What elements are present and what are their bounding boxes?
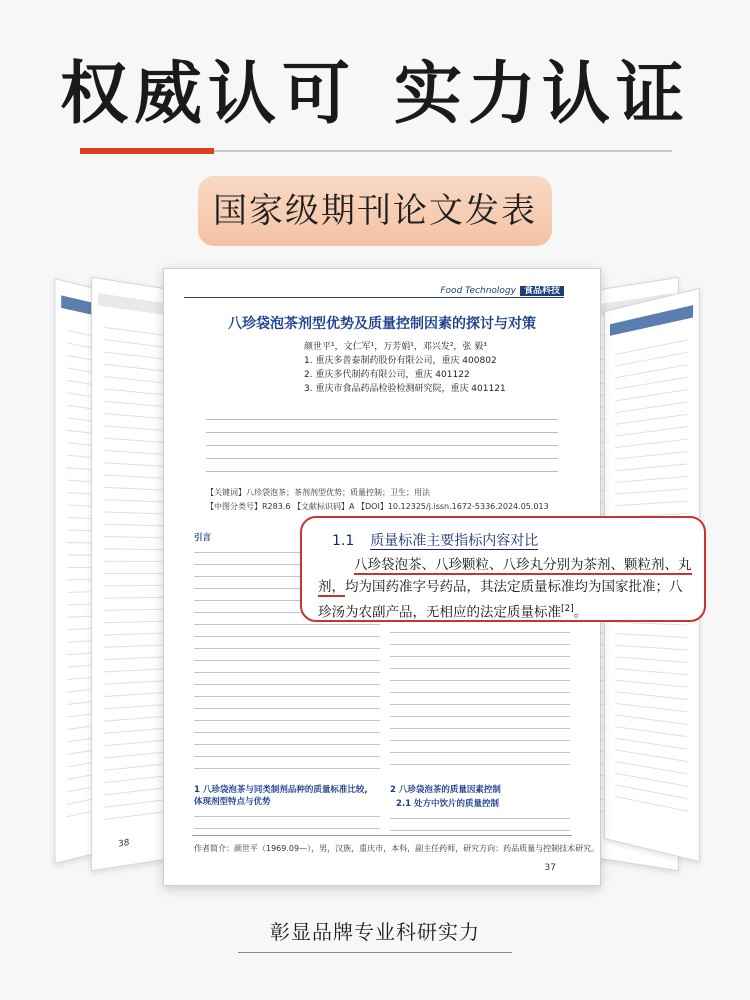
section-intro: 引言 (194, 533, 212, 543)
caption: 彰显品牌专业科研实力 (270, 920, 480, 944)
abstract-block (206, 411, 558, 481)
section-2-heading: 2 八珍袋泡茶的质量因素控制 (390, 785, 501, 795)
affiliation-3: 3. 重庆市食品药品检验检测研究院，重庆 401121 (304, 384, 506, 394)
text-column-left-bottom (194, 809, 380, 831)
callout-body (318, 554, 692, 624)
highlight-callout (300, 516, 706, 622)
section-2-1-heading: 2.1 处方中饮片的质量控制 (396, 799, 500, 809)
section-1-heading-2: 体现剂型特点与优势 (194, 797, 271, 807)
page-number: 37 (544, 863, 556, 873)
classification: 【中图分类号】R283.6 【文献标识码】A 【DOI】10.12325/j.issn.1672-5336.2024.05.013 (206, 502, 549, 511)
left-page-number: 38 (118, 838, 130, 850)
callout-reference: [2] (561, 604, 574, 614)
headline (0, 40, 750, 137)
accent-bar (80, 148, 214, 154)
paper-authors: 颜世平¹，文仁军¹，万芳娟¹，邓兴发²，张 毅³ (304, 342, 487, 352)
author-note: 作者简介：颜世平（1969.09—），男，汉族，重庆市，本科，副主任药师，研究方向：药品质量与控制技术研究。 (194, 844, 600, 853)
callout-end: 。 (573, 604, 588, 621)
journal-header (440, 283, 564, 296)
callout-heading-text: 质量标准主要指标内容对比 (370, 533, 539, 549)
callout-number: 1.1 (332, 533, 355, 549)
affiliation-1: 1. 重庆多普泰制药股份有限公司，重庆 400802 (304, 356, 497, 366)
journal-name-en: Food Technology (440, 286, 516, 296)
header-rule (184, 297, 564, 298)
badge: 国家级期刊论文发表 (198, 176, 552, 246)
caption-rule (238, 952, 512, 953)
section-1-heading: 1 八珍袋泡茶与同类制剂品种的质量标准比较, (194, 785, 368, 795)
headline-left: 权威认可 (59, 54, 356, 134)
callout-text: 均为国药准字号药品，其法定质量标准均为国家批准；八珍汤为农副产品，无相应的法定质量标准 (318, 579, 683, 621)
callout-highlight: 八珍袋泡茶、八珍颗粒、八珍丸分别为茶剂、颗粒剂、丸剂， (318, 557, 692, 595)
text-column-right (390, 625, 570, 775)
headline-right: 实力认证 (394, 54, 691, 134)
paper-title: 八珍袋泡茶剂型优势及质量控制因素的探讨与对策 (228, 316, 536, 332)
callout-heading (332, 530, 538, 550)
footer-rule (192, 835, 572, 836)
keywords: 【关键词】八珍袋泡茶；茶剂剂型优势；质量控制；卫生；用法 (206, 488, 430, 497)
text-column-right-bottom (390, 811, 570, 831)
affiliation-2: 2. 重庆多代制药有限公司，重庆 401122 (304, 370, 470, 380)
journal-name-cn: 食品科技 (520, 286, 564, 296)
